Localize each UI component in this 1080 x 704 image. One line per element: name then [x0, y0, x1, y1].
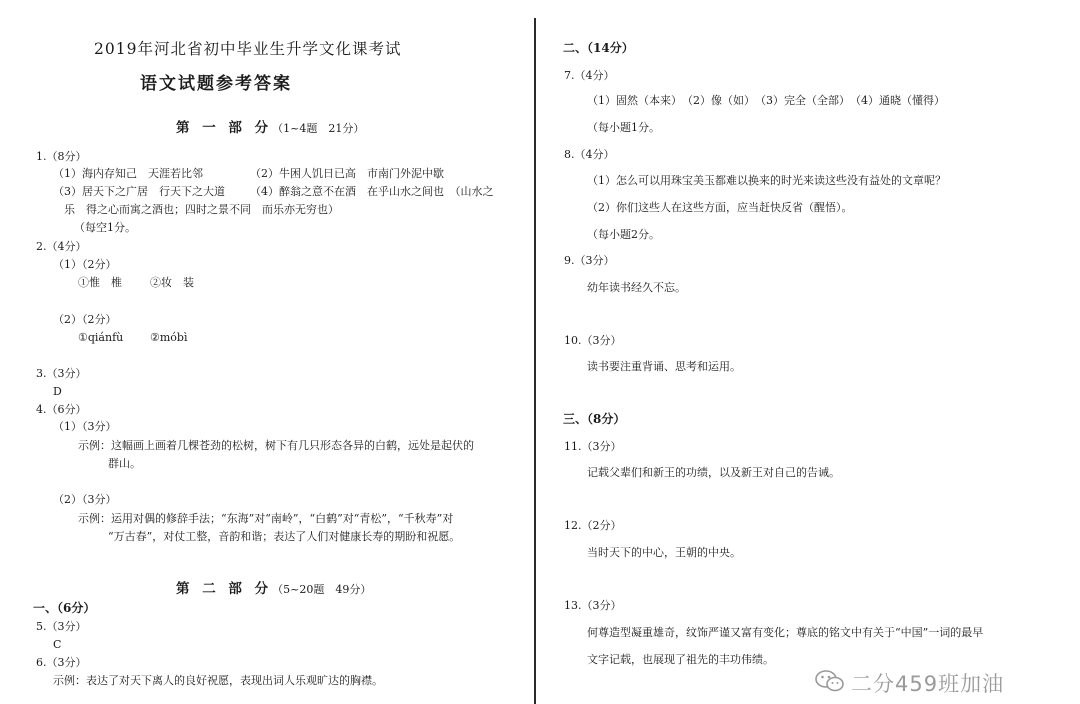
part2-sub: （5~20题 49分）: [272, 583, 372, 596]
q1-head: 1.（8分）: [36, 150, 87, 163]
part2-heading: [176, 582, 371, 597]
q1-line2b: （4）醉翁之意不在酒 在乎山水之间也 （山水之: [250, 185, 494, 198]
q2-sub1: （1）（2分）: [53, 258, 117, 271]
q2-sub1-b: ②妆 装: [150, 276, 194, 289]
q8-answer1: （1）怎么可以用珠宝美玉都难以换来的时光来读这些没有益处的文章呢？: [587, 174, 946, 187]
q10-answer: 读书要注重背诵、思考和运用。: [587, 360, 741, 373]
part1-sub: （1~4题 21分）: [272, 122, 365, 135]
q5-answer: C: [53, 638, 62, 651]
q4-sub2: （2）（3分）: [53, 493, 117, 506]
q12-answer: 当时天下的中心，王朝的中央。: [587, 546, 741, 559]
q1-line2a: （3）居天下之广居 行天下之大道: [53, 185, 225, 198]
q4-sub1-b: 群山。: [108, 457, 141, 470]
watermark: [815, 668, 1004, 698]
wechat-icon: [815, 669, 845, 697]
section-two-heading: 二、（14分）: [563, 41, 634, 55]
q8-answer2: （2）你们这些人在这些方面，应当赶快反省（醒悟）。: [587, 201, 853, 214]
part2-label: 第 二 部 分: [176, 581, 273, 597]
q13-head: 13.（3分）: [564, 599, 622, 612]
q4-sub1: （1）（3分）: [53, 420, 117, 433]
q13-answer2: 文字记载，也展现了祖先的丰功伟绩。: [587, 653, 774, 666]
q6-answer: 示例：表达了对天下离人的良好祝愿，表现出词人乐观旷达的胸襟。: [53, 674, 383, 687]
q5-head: 5.（3分）: [36, 620, 87, 633]
q6-head: 6.（3分）: [36, 656, 87, 669]
right-page: [537, 0, 1080, 704]
q3-head: 3.（3分）: [36, 367, 87, 380]
q11-answer: 记载父辈们和新王的功绩，以及新王对自己的告诫。: [587, 466, 840, 479]
watermark-text: 二分459班加油: [851, 672, 1005, 696]
q7-head: 7.（4分）: [564, 69, 615, 82]
q12-head: 12.（2分）: [564, 519, 622, 532]
q1-note: （每空1分。: [74, 221, 136, 234]
q11-head: 11.（3分）: [564, 440, 622, 453]
q4-sub2-b: “万古春”，对仗工整，音韵和谐；表达了人们对健康长寿的期盼和祝愿。: [108, 530, 461, 543]
q10-head: 10.（3分）: [564, 334, 622, 347]
q1-line1b: （2）牛困人饥日已高 市南门外泥中歇: [250, 167, 444, 180]
page-divider: [534, 18, 536, 704]
q2-sub2: （2）（2分）: [53, 313, 117, 326]
part1-heading: [176, 121, 364, 136]
q1-line1a: （1）海内存知己 天涯若比邻: [53, 167, 203, 180]
q7-note: （每小题1分。: [587, 121, 660, 134]
q4-head: 4.（6分）: [36, 403, 87, 416]
part1-label: 第 一 部 分: [176, 120, 273, 136]
q2-sub2-b: ②móbì: [150, 331, 188, 344]
q9-answer: 幼年读书经久不忘。: [587, 281, 686, 294]
q2-head: 2.（4分）: [36, 240, 87, 253]
answer-title: 语文试题参考答案: [140, 74, 292, 94]
q4-sub2-a: 示例：运用对偶的修辞手法；“东海”对“南岭”，“白鹤”对“青松”，“千秋寿”对: [78, 512, 454, 525]
q2-sub2-a: ①qiánfù: [78, 331, 124, 344]
q8-note: （每小题2分。: [587, 228, 660, 241]
q1-line3: 乐 得之心而寓之酒也；四时之景不同 而乐亦无穷也）: [64, 203, 339, 216]
q3-answer: D: [53, 385, 62, 398]
q9-head: 9.（3分）: [564, 254, 615, 267]
q4-sub1-a: 示例：这幅画上画着几棵苍劲的松树，树下有几只形态各异的白鹤，远处是起伏的: [78, 439, 474, 452]
section-one-heading: 一、（6分）: [33, 601, 96, 615]
q2-sub1-a: ①惟 椎: [78, 276, 122, 289]
exam-title: 2019年河北省初中毕业生升学文化课考试: [94, 40, 402, 58]
section-three-heading: 三、（8分）: [563, 412, 626, 426]
q7-answer: （1）固然（本来） （2）像（如） （3）完全（全部） （4）通晓（懂得）: [587, 94, 945, 107]
q13-answer1: 何尊造型凝重雄奇，纹饰严谨又富有变化；尊底的铭文中有关于“中国”一词的最早: [587, 626, 984, 639]
q8-head: 8.（4分）: [564, 148, 615, 161]
left-page: [0, 0, 534, 704]
